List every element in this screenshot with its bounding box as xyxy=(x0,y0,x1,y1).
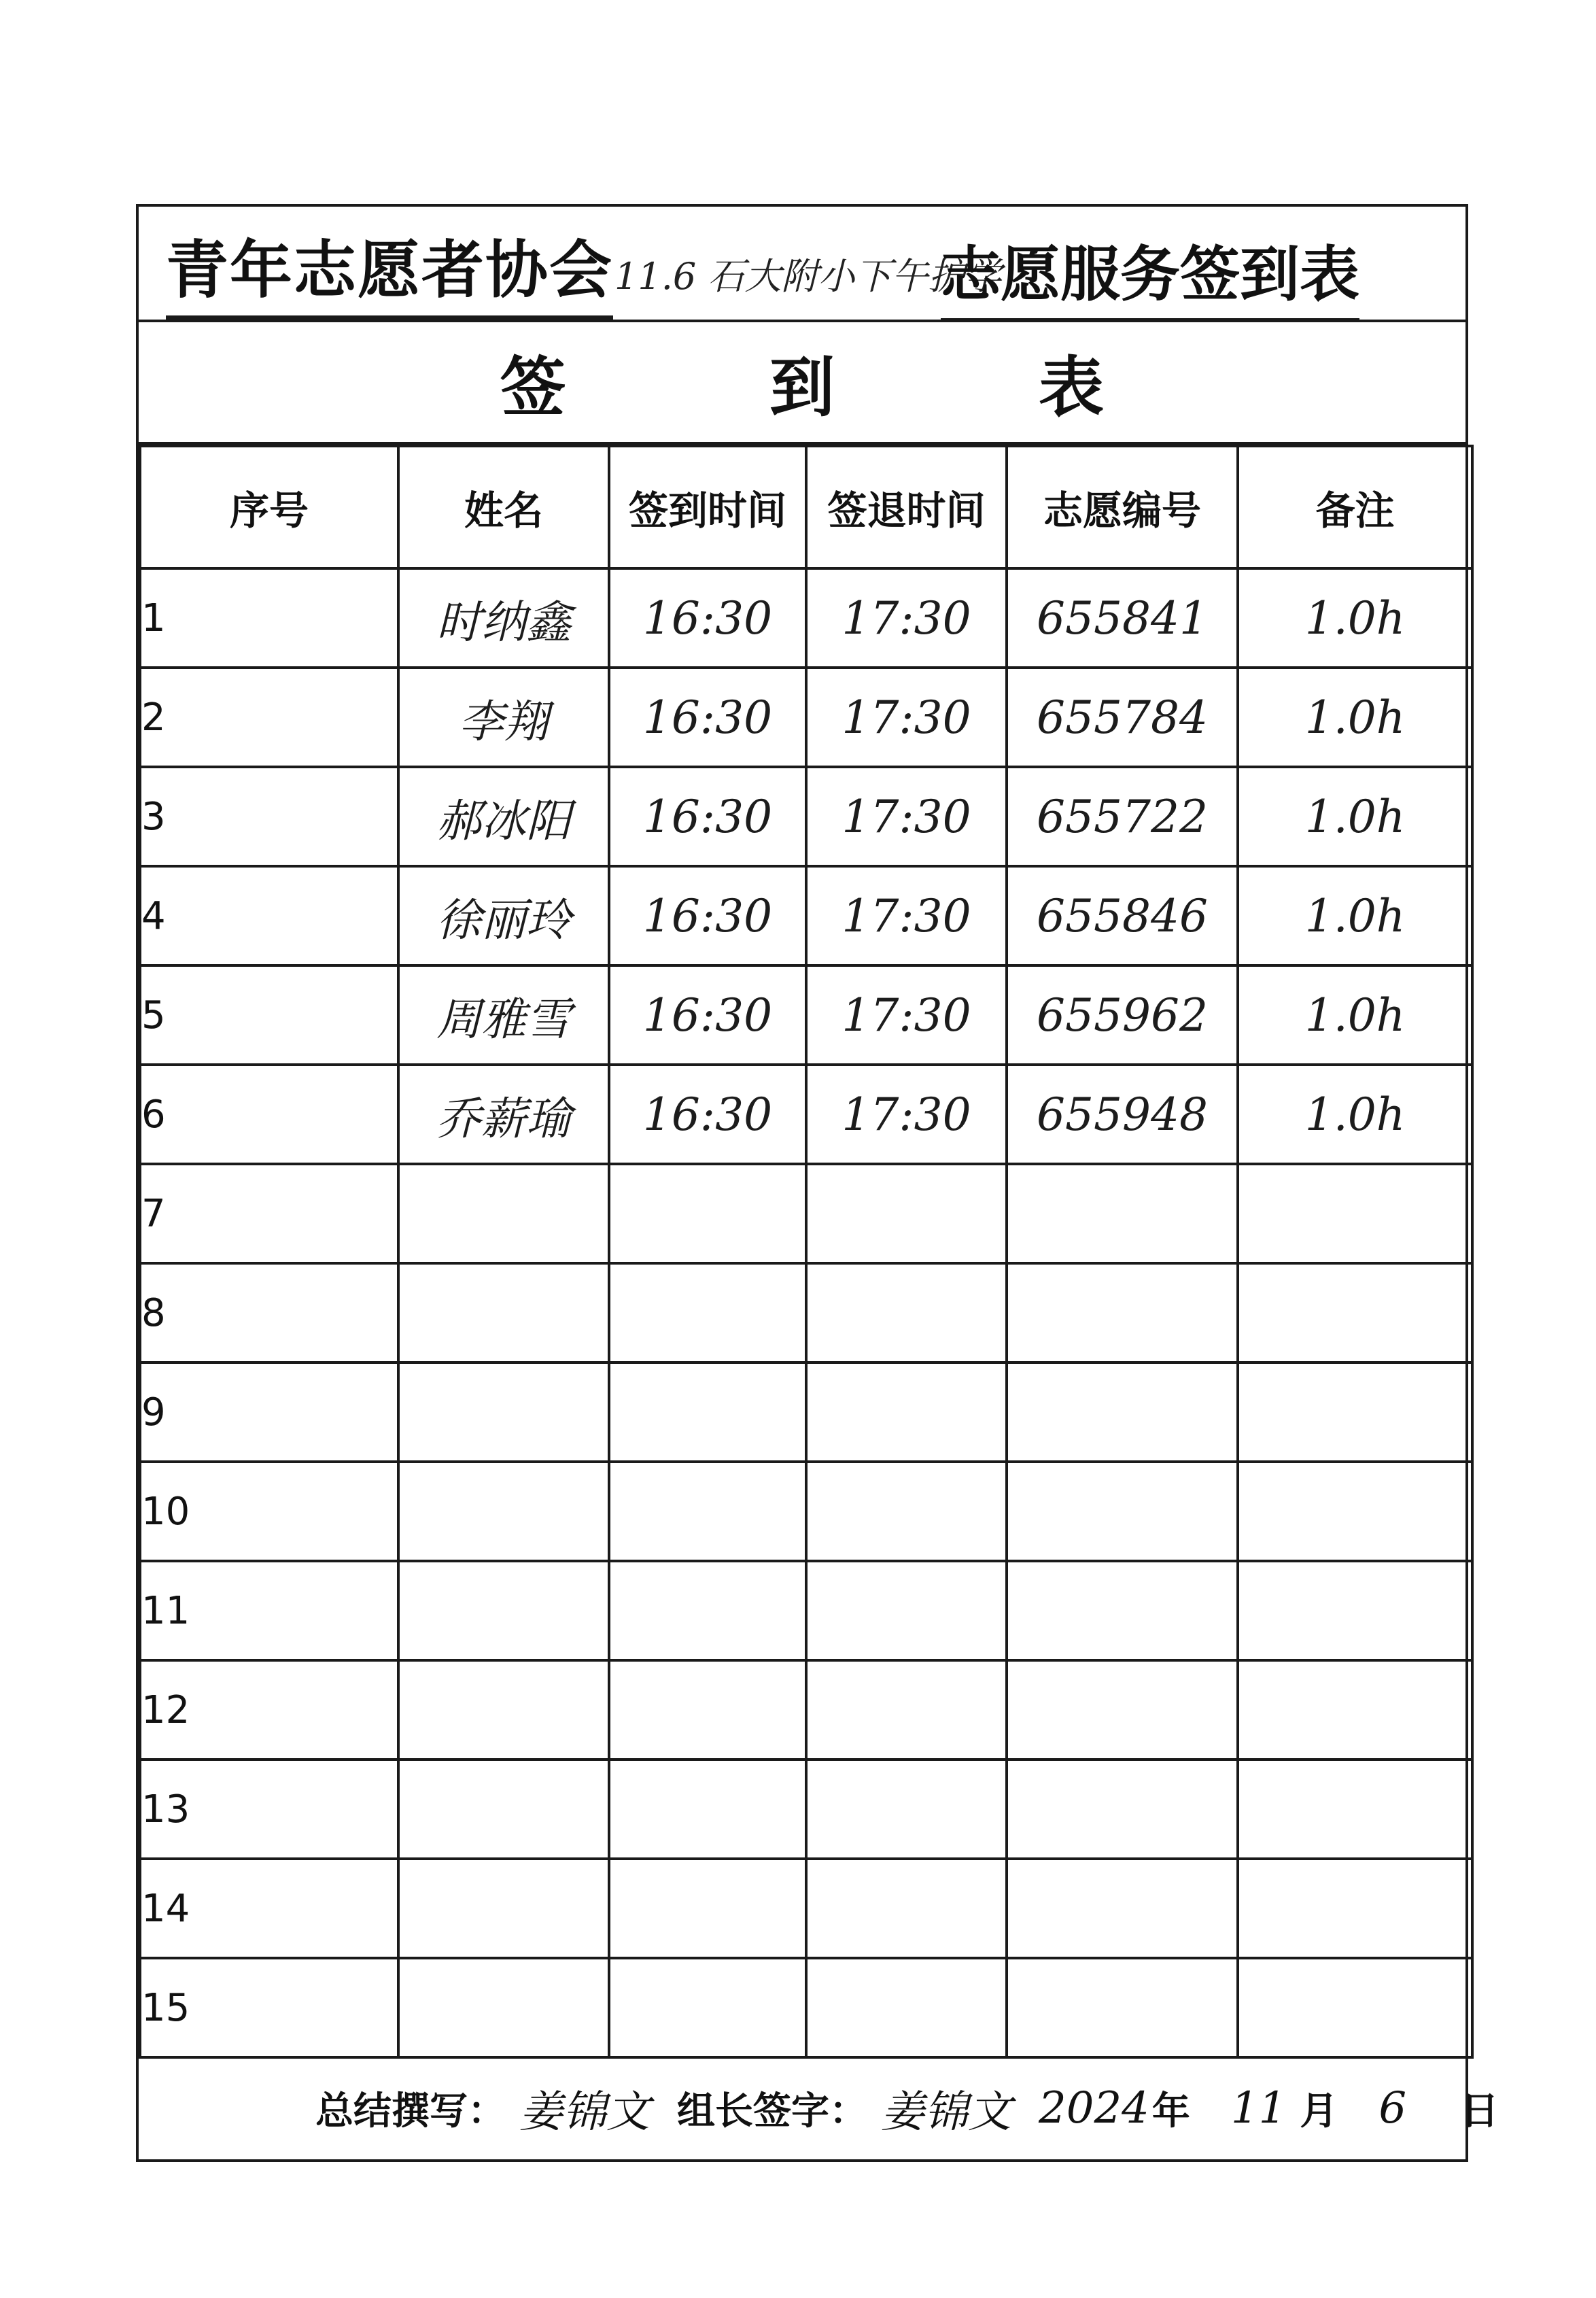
row-signout-time xyxy=(806,1958,1007,2057)
row-signout-time: 17:30 xyxy=(806,1065,1007,1164)
row-signin-time xyxy=(609,1164,806,1263)
row-note xyxy=(1238,1561,1472,1660)
row-signout-time xyxy=(806,1263,1007,1362)
row-volunteer-id xyxy=(1007,1660,1238,1760)
row-volunteer-id xyxy=(1007,1462,1238,1561)
date-day: 6 xyxy=(1378,2083,1407,2133)
row-signout-time: 17:30 xyxy=(806,866,1007,965)
row-signin-time xyxy=(609,1660,806,1760)
row-name xyxy=(398,1164,609,1263)
date-month: 11 xyxy=(1230,2083,1287,2133)
table-row xyxy=(140,1760,1472,1859)
row-index: 5 xyxy=(140,965,398,1065)
row-signout-time: 17:30 xyxy=(806,767,1007,866)
subtitle-char-1: 签 xyxy=(500,349,566,426)
row-name xyxy=(398,1362,609,1462)
event-handwritten: 11.6 石大附小下午护学 xyxy=(614,255,1002,298)
row-note: 1.0h xyxy=(1238,965,1472,1065)
leader-label: 组长签字： xyxy=(677,2089,867,2133)
row-signin-time xyxy=(609,1362,806,1462)
table-row xyxy=(140,1263,1472,1362)
title-row xyxy=(139,207,1465,322)
day-label: 日 xyxy=(1461,2089,1499,2133)
summary-label: 总结撰写： xyxy=(315,2089,506,2133)
subtitle-row xyxy=(139,322,1465,445)
row-name xyxy=(398,1958,609,2057)
row-note xyxy=(1238,1263,1472,1362)
row-note xyxy=(1238,1760,1472,1859)
row-index: 12 xyxy=(140,1660,398,1760)
row-note: 1.0h xyxy=(1238,1065,1472,1164)
table-row xyxy=(140,1362,1472,1462)
table-row xyxy=(140,1561,1472,1660)
row-signin-time xyxy=(609,1561,806,1660)
row-index: 8 xyxy=(140,1263,398,1362)
row-signout-time xyxy=(806,1164,1007,1263)
row-index: 9 xyxy=(140,1362,398,1462)
row-name xyxy=(398,1462,609,1561)
row-name xyxy=(398,1760,609,1859)
row-signout-time xyxy=(806,1660,1007,1760)
table-row xyxy=(140,965,1472,1065)
row-signin-time: 16:30 xyxy=(609,767,806,866)
row-index: 7 xyxy=(140,1164,398,1263)
row-name: 郝冰阳 xyxy=(398,767,609,866)
header-volunteer-id: 志愿编号 xyxy=(1007,446,1238,568)
sign-in-sheet xyxy=(136,204,1499,2162)
header-signin-time: 签到时间 xyxy=(609,446,806,568)
row-signin-time xyxy=(609,1263,806,1362)
table-row xyxy=(140,568,1472,668)
row-volunteer-id: 655784 xyxy=(1007,668,1238,767)
row-volunteer-id xyxy=(1007,1958,1238,2057)
row-note: 1.0h xyxy=(1238,568,1472,668)
row-signout-time xyxy=(806,1462,1007,1561)
year-label: 年 xyxy=(1151,2089,1190,2133)
footer-row xyxy=(139,2057,1499,2159)
table-row xyxy=(140,1065,1472,1164)
row-signin-time: 16:30 xyxy=(609,965,806,1065)
row-index: 15 xyxy=(140,1958,398,2057)
row-volunteer-id: 655722 xyxy=(1007,767,1238,866)
row-signout-time xyxy=(806,1859,1007,1958)
row-index: 13 xyxy=(140,1760,398,1859)
table-row xyxy=(140,668,1472,767)
row-note xyxy=(1238,1164,1472,1263)
row-index: 6 xyxy=(140,1065,398,1164)
row-signin-time xyxy=(609,1760,806,1859)
row-volunteer-id: 655841 xyxy=(1007,568,1238,668)
summary-signature: 姜锦文 xyxy=(519,2087,650,2138)
org-title: 青年志愿者协会 xyxy=(166,220,613,320)
row-index: 11 xyxy=(140,1561,398,1660)
row-volunteer-id xyxy=(1007,1561,1238,1660)
row-index: 1 xyxy=(140,568,398,668)
row-volunteer-id: 655846 xyxy=(1007,866,1238,965)
row-signin-time xyxy=(609,1859,806,1958)
row-volunteer-id xyxy=(1007,1164,1238,1263)
table-row xyxy=(140,1859,1472,1958)
row-volunteer-id: 655962 xyxy=(1007,965,1238,1065)
header-index: 序号 xyxy=(140,446,398,568)
row-note: 1.0h xyxy=(1238,866,1472,965)
row-volunteer-id xyxy=(1007,1362,1238,1462)
row-name xyxy=(398,1561,609,1660)
row-signin-time: 16:30 xyxy=(609,668,806,767)
subtitle-char-2: 到 xyxy=(769,349,835,426)
row-name xyxy=(398,1859,609,1958)
row-volunteer-id xyxy=(1007,1760,1238,1859)
row-note xyxy=(1238,1660,1472,1760)
row-note xyxy=(1238,1462,1472,1561)
row-signin-time xyxy=(609,1958,806,2057)
row-note xyxy=(1238,1859,1472,1958)
row-index: 10 xyxy=(140,1462,398,1561)
table-row xyxy=(140,1660,1472,1760)
row-index: 4 xyxy=(140,866,398,965)
row-signout-time xyxy=(806,1362,1007,1462)
row-index: 3 xyxy=(140,767,398,866)
row-index: 14 xyxy=(140,1859,398,1958)
row-name: 时纳鑫 xyxy=(398,568,609,668)
row-volunteer-id xyxy=(1007,1859,1238,1958)
table-row xyxy=(140,1958,1472,2057)
header-name: 姓名 xyxy=(398,446,609,568)
month-label: 月 xyxy=(1300,2089,1338,2133)
row-note: 1.0h xyxy=(1238,767,1472,866)
header-row xyxy=(140,446,1472,568)
row-name: 乔薪瑜 xyxy=(398,1065,609,1164)
row-signout-time: 17:30 xyxy=(806,965,1007,1065)
row-note xyxy=(1238,1958,1472,2057)
row-volunteer-id: 655948 xyxy=(1007,1065,1238,1164)
row-signin-time: 16:30 xyxy=(609,866,806,965)
leader-signature: 姜锦文 xyxy=(881,2087,1011,2138)
row-name: 李翔 xyxy=(398,668,609,767)
table-row xyxy=(140,1164,1472,1263)
row-name xyxy=(398,1263,609,1362)
table-row xyxy=(140,767,1472,866)
date-year: 2024 xyxy=(1039,2083,1149,2133)
row-signin-time: 16:30 xyxy=(609,1065,806,1164)
row-note xyxy=(1238,1362,1472,1462)
subtitle-char-3: 表 xyxy=(1039,349,1104,426)
row-signout-time: 17:30 xyxy=(806,668,1007,767)
row-signout-time: 17:30 xyxy=(806,568,1007,668)
row-volunteer-id xyxy=(1007,1263,1238,1362)
row-note: 1.0h xyxy=(1238,668,1472,767)
row-signout-time xyxy=(806,1561,1007,1660)
header-note: 备注 xyxy=(1238,446,1472,568)
row-signout-time xyxy=(806,1760,1007,1859)
row-signin-time xyxy=(609,1462,806,1561)
table-row xyxy=(140,866,1472,965)
table-row xyxy=(140,1462,1472,1561)
form-title: 志愿服务签到表 xyxy=(941,227,1359,322)
row-name: 徐丽玲 xyxy=(398,866,609,965)
row-name xyxy=(398,1660,609,1760)
attendance-table xyxy=(139,445,1474,2059)
row-index: 2 xyxy=(140,668,398,767)
header-signout-time: 签退时间 xyxy=(806,446,1007,568)
row-name: 周雅雪 xyxy=(398,965,609,1065)
row-signin-time: 16:30 xyxy=(609,568,806,668)
